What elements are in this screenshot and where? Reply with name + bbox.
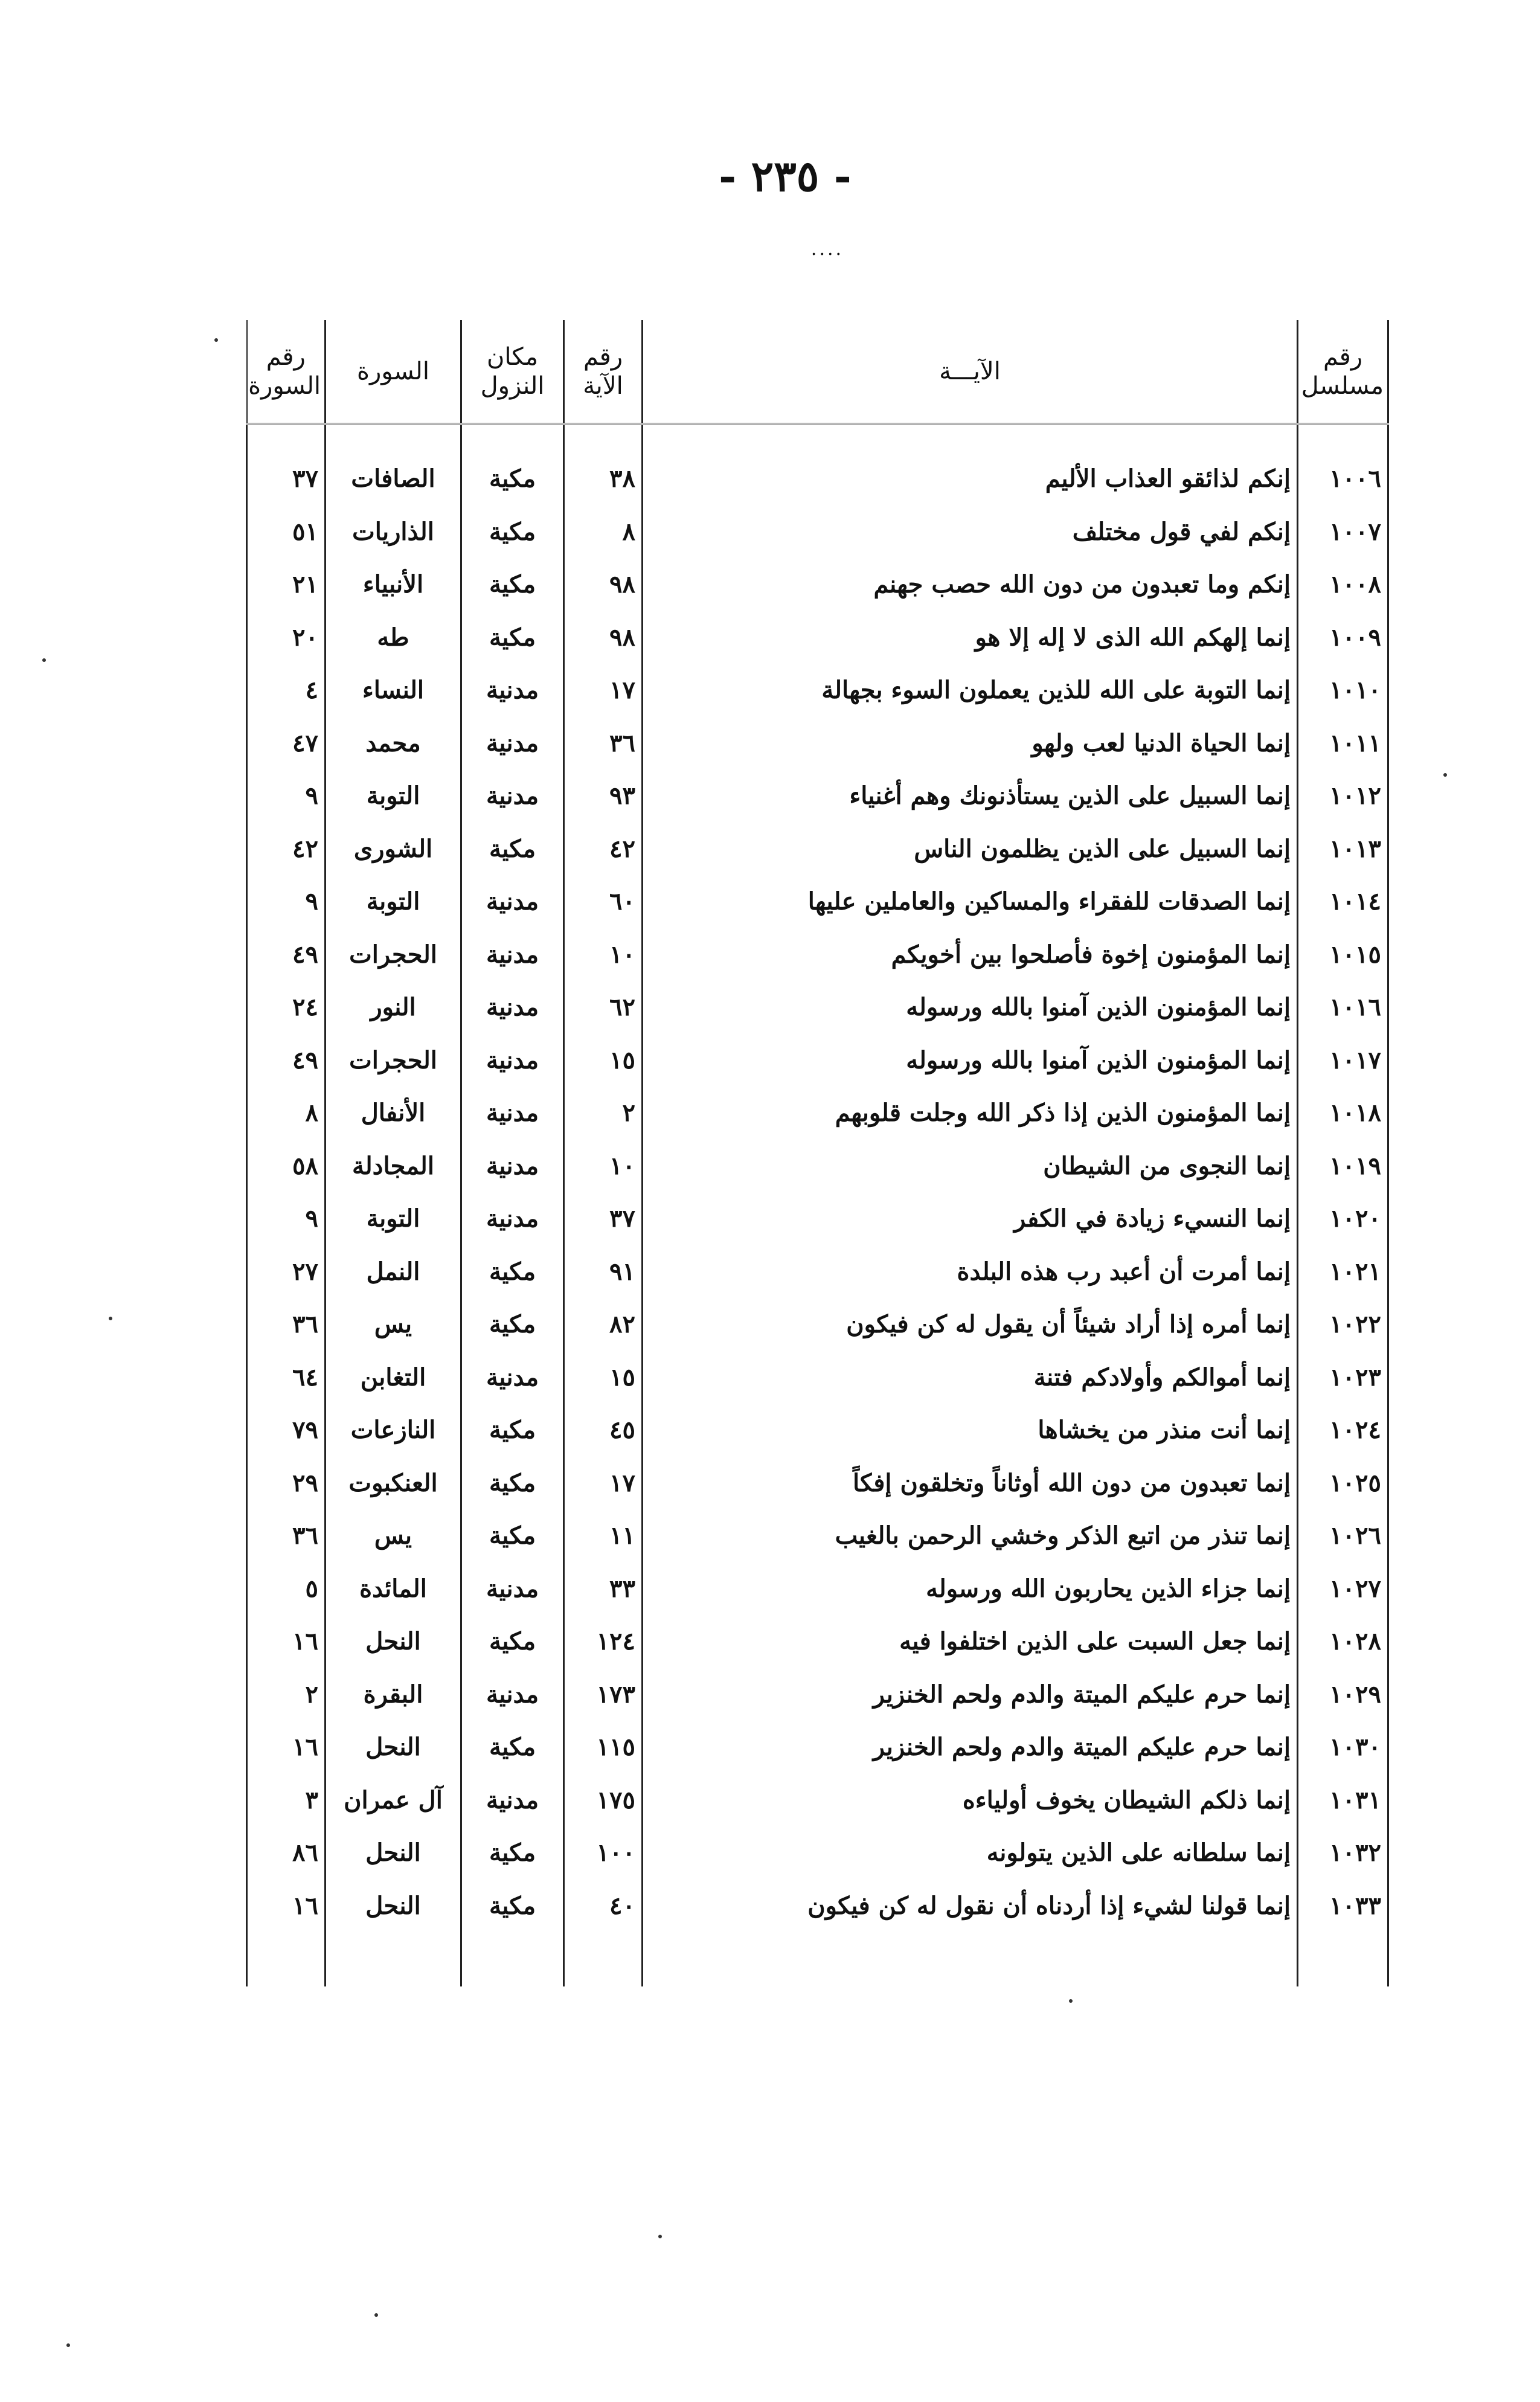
table-row bbox=[247, 875, 1388, 928]
surah-number-cell: ٣ bbox=[247, 1774, 326, 1827]
serial-cell: ١٠١١ bbox=[1298, 717, 1388, 770]
ayah-number-cell: ١٧٣ bbox=[564, 1668, 643, 1721]
surah-number-cell: ٥١ bbox=[247, 506, 326, 559]
header-ayah-number: رقم الآية bbox=[564, 320, 643, 424]
header-row bbox=[247, 320, 1388, 424]
revelation-place-cell: مدنية bbox=[461, 717, 564, 770]
surah-name-cell: النحل bbox=[326, 1826, 461, 1880]
verse-text-cell: إنما المؤمنون الذين آمنوا بالله ورسوله bbox=[643, 981, 1298, 1034]
spacer-row bbox=[247, 424, 1388, 452]
surah-number-cell: ٢٩ bbox=[247, 1457, 326, 1510]
serial-cell: ١٠٣١ bbox=[1298, 1774, 1388, 1827]
surah-number-cell: ٧٩ bbox=[247, 1404, 326, 1457]
verse-text-cell: إنما تنذر من اتبع الذكر وخشي الرحمن بالغيب bbox=[643, 1509, 1298, 1562]
surah-number-cell: ٤٧ bbox=[247, 717, 326, 770]
surah-number-cell: ١٦ bbox=[247, 1721, 326, 1774]
serial-cell: ١٠٢٧ bbox=[1298, 1562, 1388, 1616]
serial-cell: ١٠٠٨ bbox=[1298, 558, 1388, 611]
table-row bbox=[247, 506, 1388, 559]
verse-text-cell: إنما إلهكم الله الذى لا إله إلا هو bbox=[643, 611, 1298, 664]
serial-cell: ١٠١٠ bbox=[1298, 664, 1388, 717]
ayah-number-cell: ٤٥ bbox=[564, 1404, 643, 1457]
scan-speck bbox=[109, 1317, 112, 1320]
surah-name-cell: الحجرات bbox=[326, 928, 461, 981]
ayah-number-cell: ١١ bbox=[564, 1509, 643, 1562]
table-row bbox=[247, 1615, 1388, 1668]
ayah-number-cell: ١٧ bbox=[564, 664, 643, 717]
revelation-place-cell: مدنية bbox=[461, 1668, 564, 1721]
surah-number-cell: ٩ bbox=[247, 875, 326, 928]
revelation-place-cell: مدنية bbox=[461, 875, 564, 928]
surah-name-cell: التوبة bbox=[326, 769, 461, 823]
verse-text-cell: إنما سلطانه على الذين يتولونه bbox=[643, 1826, 1298, 1880]
header-revelation-place: مكان النزول bbox=[461, 320, 564, 424]
serial-cell: ١٠٣٢ bbox=[1298, 1826, 1388, 1880]
end-cell bbox=[564, 1932, 643, 1986]
surah-number-cell: ٩ bbox=[247, 1192, 326, 1245]
verse-text-cell: إنكم لفي قول مختلف bbox=[643, 506, 1298, 559]
ayah-number-cell: ٩٣ bbox=[564, 769, 643, 823]
revelation-place-cell: مدنية bbox=[461, 928, 564, 981]
verse-text-cell: إنما السبيل على الذين يستأذنونك وهم أغنياء bbox=[643, 769, 1298, 823]
serial-cell: ١٠١٣ bbox=[1298, 823, 1388, 876]
serial-cell: ١٠١٢ bbox=[1298, 769, 1388, 823]
table-row bbox=[247, 1298, 1388, 1351]
ayah-number-cell: ٦٢ bbox=[564, 981, 643, 1034]
end-cell bbox=[461, 1932, 564, 1986]
revelation-place-cell: مدنية bbox=[461, 1087, 564, 1140]
table-row bbox=[247, 928, 1388, 981]
ayah-number-cell: ١٠ bbox=[564, 928, 643, 981]
table-row bbox=[247, 1880, 1388, 1933]
verse-text-cell: إنما ذلكم الشيطان يخوف أولياءه bbox=[643, 1774, 1298, 1827]
header-verse-text: الآيـــة bbox=[643, 320, 1298, 424]
surah-number-cell: ٢٠ bbox=[247, 611, 326, 664]
revelation-place-cell: مكية bbox=[461, 1457, 564, 1510]
revelation-place-cell: مكية bbox=[461, 452, 564, 506]
serial-cell: ١٠٢٢ bbox=[1298, 1298, 1388, 1351]
spacer-cell bbox=[247, 424, 326, 452]
spacer-cell bbox=[326, 424, 461, 452]
surah-number-cell: ٣٦ bbox=[247, 1298, 326, 1351]
scan-speck bbox=[66, 2343, 70, 2347]
serial-cell: ١٠٢٣ bbox=[1298, 1351, 1388, 1404]
scan-speck bbox=[214, 338, 218, 342]
verse-text-cell: إنما أمره إذا أراد شيئاً أن يقول له كن فيكون bbox=[643, 1298, 1298, 1351]
table-body bbox=[247, 424, 1388, 1986]
ayah-number-cell: ٣٨ bbox=[564, 452, 643, 506]
table-row bbox=[247, 1668, 1388, 1721]
table-row bbox=[247, 1774, 1388, 1827]
spacer-cell bbox=[564, 424, 643, 452]
surah-number-cell: ٥٨ bbox=[247, 1140, 326, 1193]
verse-text-cell: إنما النجوى من الشيطان bbox=[643, 1140, 1298, 1193]
verse-text-cell: إنما جزاء الذين يحاربون الله ورسوله bbox=[643, 1562, 1298, 1616]
surah-name-cell: الأنفال bbox=[326, 1087, 461, 1140]
revelation-place-cell: مدنية bbox=[461, 769, 564, 823]
verse-text-cell: إنما تعبدون من دون الله أوثاناً وتخلقون إفكاً bbox=[643, 1457, 1298, 1510]
verse-text-cell: إنكم لذائقو العذاب الأليم bbox=[643, 452, 1298, 506]
revelation-place-cell: مدنية bbox=[461, 1351, 564, 1404]
serial-cell: ١٠٢٥ bbox=[1298, 1457, 1388, 1510]
serial-cell: ١٠٣٣ bbox=[1298, 1880, 1388, 1933]
serial-cell: ١٠١٩ bbox=[1298, 1140, 1388, 1193]
revelation-place-cell: مدنية bbox=[461, 1192, 564, 1245]
revelation-place-cell: مدنية bbox=[461, 664, 564, 717]
ayah-number-cell: ١٠٠ bbox=[564, 1826, 643, 1880]
surah-name-cell: النمل bbox=[326, 1245, 461, 1299]
surah-number-cell: ٢ bbox=[247, 1668, 326, 1721]
surah-name-cell: يس bbox=[326, 1298, 461, 1351]
table-row bbox=[247, 452, 1388, 506]
revelation-place-cell: مكية bbox=[461, 1880, 564, 1933]
surah-name-cell: الحجرات bbox=[326, 1034, 461, 1087]
spacer-cell bbox=[1298, 424, 1388, 452]
table-row bbox=[247, 1721, 1388, 1774]
verse-text-cell: إنما أنت منذر من يخشاها bbox=[643, 1404, 1298, 1457]
table-row bbox=[247, 558, 1388, 611]
page-number: - ٢٣٥ - bbox=[719, 151, 852, 201]
table-row bbox=[247, 717, 1388, 770]
revelation-place-cell: مدنية bbox=[461, 981, 564, 1034]
verse-text-cell: إنما أموالكم وأولادكم فتنة bbox=[643, 1351, 1298, 1404]
surah-name-cell: الذاريات bbox=[326, 506, 461, 559]
table-row bbox=[247, 1140, 1388, 1193]
header-dots: .... bbox=[810, 239, 844, 260]
ayah-number-cell: ٨ bbox=[564, 506, 643, 559]
verse-text-cell: إنما أمرت أن أعبد رب هذه البلدة bbox=[643, 1245, 1298, 1299]
surah-name-cell: التغابن bbox=[326, 1351, 461, 1404]
surah-number-cell: ٣٦ bbox=[247, 1509, 326, 1562]
header-surah-number: رقم السورة bbox=[247, 320, 326, 424]
scan-speck bbox=[658, 2235, 662, 2238]
ayah-number-cell: ١٢٤ bbox=[564, 1615, 643, 1668]
revelation-place-cell: مكية bbox=[461, 558, 564, 611]
surah-name-cell: طه bbox=[326, 611, 461, 664]
serial-cell: ١٠٠٦ bbox=[1298, 452, 1388, 506]
surah-name-cell: المجادلة bbox=[326, 1140, 461, 1193]
ayah-number-cell: ٩٨ bbox=[564, 611, 643, 664]
end-cell bbox=[643, 1932, 1298, 1986]
surah-name-cell: العنكبوت bbox=[326, 1457, 461, 1510]
surah-name-cell: النحل bbox=[326, 1615, 461, 1668]
ayah-number-cell: ٨٢ bbox=[564, 1298, 643, 1351]
verse-text-cell: إنما المؤمنون إخوة فأصلحوا بين أخويكم bbox=[643, 928, 1298, 981]
surah-name-cell: المائدة bbox=[326, 1562, 461, 1616]
surah-number-cell: ١٦ bbox=[247, 1880, 326, 1933]
ayah-number-cell: ٦٠ bbox=[564, 875, 643, 928]
scan-speck bbox=[1069, 1999, 1073, 2003]
ayah-number-cell: ٤٠ bbox=[564, 1880, 643, 1933]
surah-number-cell: ٤٩ bbox=[247, 928, 326, 981]
surah-number-cell: ٨ bbox=[247, 1087, 326, 1140]
surah-name-cell: الأنبياء bbox=[326, 558, 461, 611]
table-row bbox=[247, 1351, 1388, 1404]
spacer-cell bbox=[461, 424, 564, 452]
surah-number-cell: ٤٢ bbox=[247, 823, 326, 876]
verse-text-cell: إنما المؤمنون الذين إذا ذكر الله وجلت قلوبهم bbox=[643, 1087, 1298, 1140]
serial-cell: ١٠١٧ bbox=[1298, 1034, 1388, 1087]
verse-text-cell: إنكم وما تعبدون من دون الله حصب جهنم bbox=[643, 558, 1298, 611]
table-row bbox=[247, 611, 1388, 664]
ayah-number-cell: ٣٧ bbox=[564, 1192, 643, 1245]
header-serial: رقم مسلسل bbox=[1298, 320, 1388, 424]
end-cell bbox=[1298, 1932, 1388, 1986]
verse-text-cell: إنما قولنا لشيء إذا أردناه أن نقول له كن فيكون bbox=[643, 1880, 1298, 1933]
surah-number-cell: ٦٤ bbox=[247, 1351, 326, 1404]
surah-number-cell: ٤ bbox=[247, 664, 326, 717]
ayah-number-cell: ١٠ bbox=[564, 1140, 643, 1193]
verse-index-table-wrapper bbox=[248, 320, 1389, 1975]
table-row bbox=[247, 981, 1388, 1034]
revelation-place-cell: مكية bbox=[461, 506, 564, 559]
table-row bbox=[247, 1509, 1388, 1562]
verse-text-cell: إنما السبيل على الذين يظلمون الناس bbox=[643, 823, 1298, 876]
verse-text-cell: إنما التوبة على الله للذين يعملون السوء بجهالة bbox=[643, 664, 1298, 717]
serial-cell: ١٠١٥ bbox=[1298, 928, 1388, 981]
table-row bbox=[247, 1562, 1388, 1616]
table-row bbox=[247, 769, 1388, 823]
scan-speck bbox=[1443, 773, 1447, 777]
revelation-place-cell: مكية bbox=[461, 1826, 564, 1880]
revelation-place-cell: مدنية bbox=[461, 1140, 564, 1193]
ayah-number-cell: ١٥ bbox=[564, 1351, 643, 1404]
table-row bbox=[247, 664, 1388, 717]
surah-name-cell: النور bbox=[326, 981, 461, 1034]
revelation-place-cell: مدنية bbox=[461, 1774, 564, 1827]
ayah-number-cell: ٣٦ bbox=[564, 717, 643, 770]
surah-number-cell: ١٦ bbox=[247, 1615, 326, 1668]
verse-text-cell: إنما حرم عليكم الميتة والدم ولحم الخنزير bbox=[643, 1721, 1298, 1774]
serial-cell: ١٠٠٧ bbox=[1298, 506, 1388, 559]
ayah-number-cell: ١١٥ bbox=[564, 1721, 643, 1774]
revelation-place-cell: مكية bbox=[461, 611, 564, 664]
ayah-number-cell: ١٧٥ bbox=[564, 1774, 643, 1827]
surah-number-cell: ٢١ bbox=[247, 558, 326, 611]
table-row bbox=[247, 1087, 1388, 1140]
ayah-number-cell: ٢ bbox=[564, 1087, 643, 1140]
ayah-number-cell: ٤٢ bbox=[564, 823, 643, 876]
revelation-place-cell: مكية bbox=[461, 1721, 564, 1774]
serial-cell: ١٠٣٠ bbox=[1298, 1721, 1388, 1774]
revelation-place-cell: مكية bbox=[461, 1298, 564, 1351]
revelation-place-cell: مكية bbox=[461, 823, 564, 876]
spacer-cell bbox=[643, 424, 1298, 452]
surah-name-cell: البقرة bbox=[326, 1668, 461, 1721]
revelation-place-cell: مكية bbox=[461, 1615, 564, 1668]
verse-text-cell: إنما النسيء زيادة في الكفر bbox=[643, 1192, 1298, 1245]
verse-text-cell: إنما الحياة الدنيا لعب ولهو bbox=[643, 717, 1298, 770]
header-surah: السورة bbox=[326, 320, 461, 424]
verse-text-cell: إنما حرم عليكم الميتة والدم ولحم الخنزير bbox=[643, 1668, 1298, 1721]
end-cell bbox=[326, 1932, 461, 1986]
table-header bbox=[247, 320, 1388, 424]
table-row bbox=[247, 1192, 1388, 1245]
ayah-number-cell: ١٥ bbox=[564, 1034, 643, 1087]
surah-number-cell: ٢٤ bbox=[247, 981, 326, 1034]
serial-cell: ١٠١٨ bbox=[1298, 1087, 1388, 1140]
surah-name-cell: النحل bbox=[326, 1880, 461, 1933]
surah-name-cell: التوبة bbox=[326, 1192, 461, 1245]
serial-cell: ١٠١٤ bbox=[1298, 875, 1388, 928]
end-cell bbox=[247, 1932, 326, 1986]
verse-text-cell: إنما المؤمنون الذين آمنوا بالله ورسوله bbox=[643, 1034, 1298, 1087]
surah-number-cell: ٣٧ bbox=[247, 452, 326, 506]
surah-number-cell: ٥ bbox=[247, 1562, 326, 1616]
ayah-number-cell: ٩٨ bbox=[564, 558, 643, 611]
surah-name-cell: التوبة bbox=[326, 875, 461, 928]
revelation-place-cell: مدنية bbox=[461, 1034, 564, 1087]
table-row bbox=[247, 1404, 1388, 1457]
serial-cell: ١٠٢٦ bbox=[1298, 1509, 1388, 1562]
surah-name-cell: الصافات bbox=[326, 452, 461, 506]
surah-name-cell: النازعات bbox=[326, 1404, 461, 1457]
end-row bbox=[247, 1932, 1388, 1986]
ayah-number-cell: ١٧ bbox=[564, 1457, 643, 1510]
surah-number-cell: ٢٧ bbox=[247, 1245, 326, 1299]
table-row bbox=[247, 1245, 1388, 1299]
ayah-number-cell: ٣٣ bbox=[564, 1562, 643, 1616]
serial-cell: ١٠٢٨ bbox=[1298, 1615, 1388, 1668]
revelation-place-cell: مكية bbox=[461, 1245, 564, 1299]
surah-number-cell: ٩ bbox=[247, 769, 326, 823]
table-row bbox=[247, 1034, 1388, 1087]
serial-cell: ١٠١٦ bbox=[1298, 981, 1388, 1034]
revelation-place-cell: مدنية bbox=[461, 1562, 564, 1616]
table-row bbox=[247, 1457, 1388, 1510]
scan-speck bbox=[42, 658, 46, 662]
surah-name-cell: يس bbox=[326, 1509, 461, 1562]
ayah-number-cell: ٩١ bbox=[564, 1245, 643, 1299]
verse-text-cell: إنما الصدقات للفقراء والمساكين والعاملين عليها bbox=[643, 875, 1298, 928]
surah-name-cell: النساء bbox=[326, 664, 461, 717]
serial-cell: ١٠٢٠ bbox=[1298, 1192, 1388, 1245]
scan-speck bbox=[374, 2313, 378, 2317]
serial-cell: ١٠٠٩ bbox=[1298, 611, 1388, 664]
serial-cell: ١٠٢١ bbox=[1298, 1245, 1388, 1299]
surah-name-cell: آل عمران bbox=[326, 1774, 461, 1827]
revelation-place-cell: مكية bbox=[461, 1404, 564, 1457]
revelation-place-cell: مكية bbox=[461, 1509, 564, 1562]
table-row bbox=[247, 1826, 1388, 1880]
surah-name-cell: محمد bbox=[326, 717, 461, 770]
serial-cell: ١٠٢٤ bbox=[1298, 1404, 1388, 1457]
surah-name-cell: النحل bbox=[326, 1721, 461, 1774]
surah-number-cell: ٤٩ bbox=[247, 1034, 326, 1087]
serial-cell: ١٠٢٩ bbox=[1298, 1668, 1388, 1721]
surah-number-cell: ٨٦ bbox=[247, 1826, 326, 1880]
table-row bbox=[247, 823, 1388, 876]
verse-text-cell: إنما جعل السبت على الذين اختلفوا فيه bbox=[643, 1615, 1298, 1668]
surah-name-cell: الشورى bbox=[326, 823, 461, 876]
verse-index-table bbox=[246, 320, 1389, 1986]
